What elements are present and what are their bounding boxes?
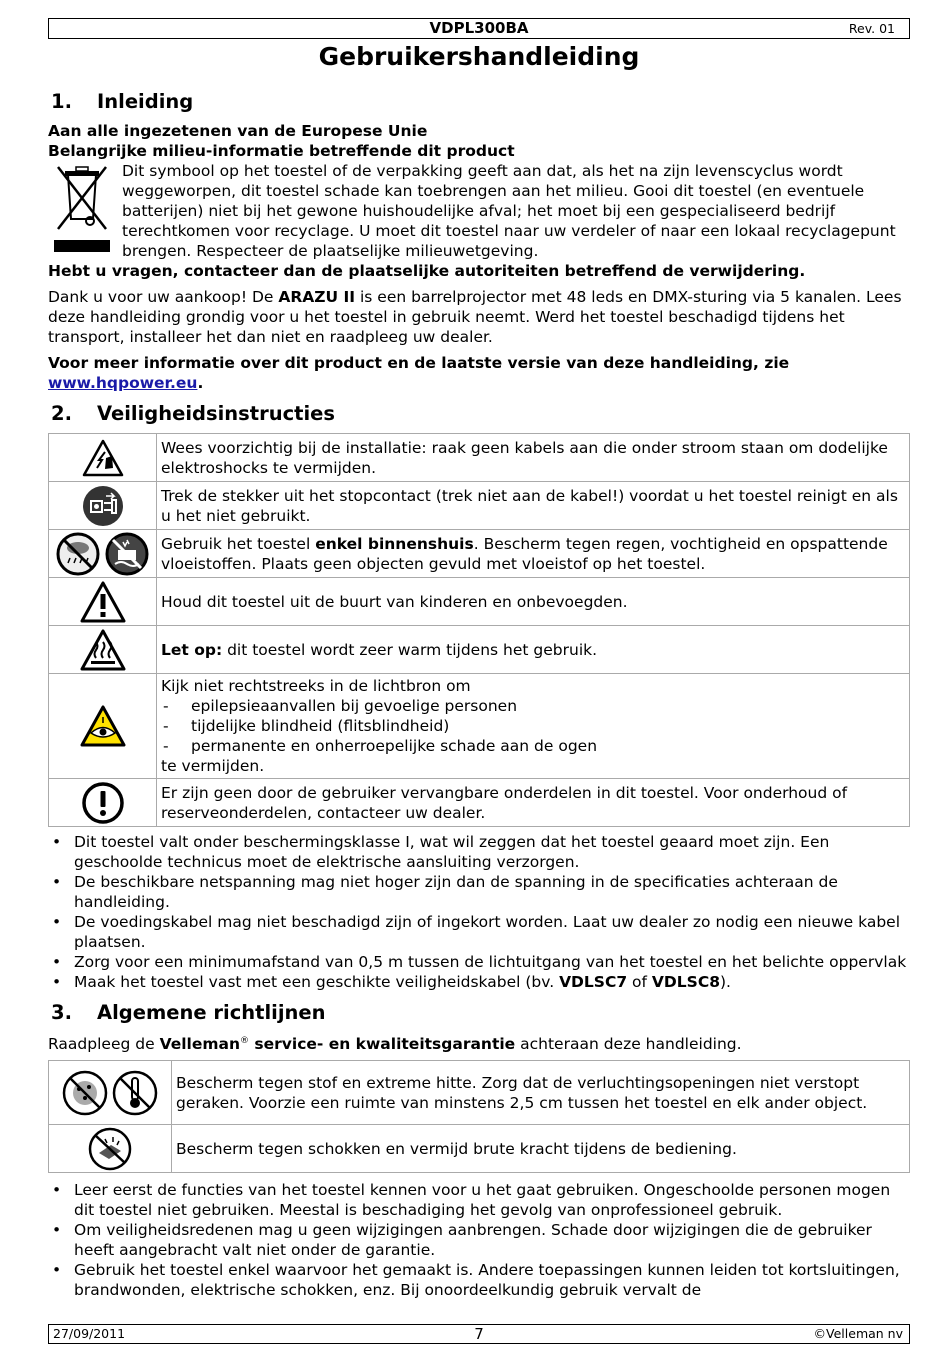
no-shock-icon <box>87 1127 133 1171</box>
safety-text: Wees voorzichtig bij de installatie: raak geen kabels aan die onder stroom staan om dodelijke elektroshocks te vermijden. <box>157 434 910 482</box>
safety-row <box>49 674 910 779</box>
page-number: 7 <box>474 1325 484 1343</box>
list-item: • Gebruik het toestel enkel waarvoor het gemaakt is. Andere toepassingen kunnen leiden tot kortsluitingen, brandwonden, elektrische schokken, enz. Bij onoordeelkundig gebruik vervalt de <box>48 1260 910 1300</box>
warranty-intro: Raadpleeg de Velleman® service- en kwaliteitsgarantie achteraan deze handleiding. <box>48 1035 742 1054</box>
crossed-out-wheelie-bin-icon <box>52 163 112 233</box>
no-rain-icon <box>56 532 100 576</box>
notice-icon <box>81 781 125 825</box>
guideline-row <box>49 1125 910 1173</box>
list-item: • Dit toestel valt onder beschermingsklasse I, wat wil zeggen dat het toestel geaard moet zijn. Een geschoolde technicus moet de elektrische aansluiting verzorgen. <box>48 832 910 872</box>
no-heat-icon <box>112 1070 158 1116</box>
safety-text: Gebruik het toestel enkel binnenshuis. Bescherm tegen regen, vochtigheid en opspattende vloeistoffen. Plaats geen objecten gevuld met vloeistof op het toestel. <box>157 530 910 578</box>
info-paragraph: Voor meer informatie over dit product en de laatste versie van deze handleiding, zie www.hqpower.eu. <box>48 354 790 392</box>
footer-copyright: ©Velleman nv <box>813 1326 903 1341</box>
eu-line-2: Belangrijke milieu-informatie betreffende dit product <box>48 142 515 160</box>
safety-text: Trek de stekker uit het stopcontact (trek niet aan de kabel!) voordat u het toestel reinigt en als u het niet gebruikt. <box>157 482 910 530</box>
model-number: VDPL300BA <box>429 19 529 37</box>
questions-line: Hebt u vragen, contacteer dan de plaatselijke autoriteiten betreffend de verwijdering. <box>48 262 806 280</box>
website-link[interactable]: www.hqpower.eu <box>48 374 198 392</box>
manual-page <box>48 18 910 1343</box>
general-warning-icon <box>79 580 127 624</box>
list-item: • De voedingskabel mag niet beschadigd zijn of ingekort worden. Laat uw dealer zo nodig een nieuwe kabel plaatsen. <box>48 912 910 952</box>
no-dust-icon <box>62 1070 108 1116</box>
footer-date: 27/09/2011 <box>53 1326 126 1341</box>
safety-row <box>49 530 910 578</box>
section-2-heading: 2. Veiligheidsinstructies <box>51 402 336 425</box>
safety-table <box>48 433 910 827</box>
page-footer <box>48 1324 910 1344</box>
safety-text: Er zijn geen door de gebruiker vervangbare onderdelen in dit toestel. Voor onderhoud of reserveonderdelen, contacteer uw dealer. <box>157 779 910 827</box>
no-liquid-icon <box>105 532 149 576</box>
list-item: • De beschikbare netspanning mag niet hoger zijn dan de spanning in de specificaties achteraan de handleiding. <box>48 872 910 912</box>
eye-hazard-icon <box>79 704 127 748</box>
guideline-bullets <box>48 1180 910 1300</box>
environment-info <box>48 161 910 261</box>
list-item: • Om veiligheidsredenen mag u geen wijzigingen aanbrengen. Schade door wijzigingen die de gebruiker heeft aangebracht valt niet onder de garantie. <box>48 1220 910 1260</box>
weee-bar <box>54 240 110 252</box>
electric-shock-warning-icon <box>81 438 125 478</box>
safety-text: Houd dit toestel uit de buurt van kinderen en onbevoegden. <box>157 578 910 626</box>
guideline-text: Bescherm tegen schokken en vermijd brute kracht tijdens de bediening. <box>172 1125 910 1173</box>
guideline-row <box>49 1061 910 1125</box>
safety-row <box>49 779 910 827</box>
hot-surface-icon <box>79 628 127 672</box>
list-item: - epilepsieaanvallen bij gevoelige personen <box>161 696 905 716</box>
guidelines-table <box>48 1060 910 1173</box>
product-name: ARAZU II <box>278 288 356 306</box>
list-item: • Zorg voor een minimumafstand van 0,5 m tussen de lichtuitgang van het toestel en het belichte oppervlak <box>48 952 910 972</box>
eu-line-1: Aan alle ingezetenen van de Europese Unie <box>48 122 428 140</box>
list-item: • Leer eerst de functies van het toestel kennen voor u het gaat gebruiken. Ongeschoolde personen mogen dit toestel niet gebruiken. Meestal is beschadiging het gevolg van onprofessioneel gebruik. <box>48 1180 910 1220</box>
safety-row <box>49 626 910 674</box>
section-1-heading: 1. Inleiding <box>51 90 194 113</box>
list-item: - tijdelijke blindheid (flitsblindheid) <box>161 716 905 736</box>
safety-row <box>49 578 910 626</box>
list-item: - permanente en onherroepelijke schade aan de ogen <box>161 736 905 756</box>
section-3-heading: 3. Algemene richtlijnen <box>51 1001 326 1024</box>
environment-text: Dit symbool op het toestel of de verpakking geeft aan dat, als het na zijn levenscyclus wordt weggeworpen, dit toestel schade kan toebrengen aan het milieu. Gooi dit toestel (en eventuele batterijen) niet bij het gewone huishoudelijke afval; het moet bij een gespecialiseerd bedrijf terechtkomen voor recyclage. U moet dit toestel naar uw verdeler of naar een lokaal recyclagepunt brengen. Respecteer de plaatselijke milieuwetgeving. <box>122 162 896 260</box>
safety-row <box>49 434 910 482</box>
revision: Rev. 01 <box>848 21 895 36</box>
eye-warning-cell: Kijk niet rechtstreeks in de lichtbron om - epilepsieaanvallen bij gevoelige personen - tijdelijke blindheid (flitsblindheid) - permanente en onherroepelijke schade aan de ogen te vermijden. <box>157 674 910 779</box>
list-item: • Maak het toestel vast met een geschikte veiligheidskabel (bv. VDLSC7 of VDLSC8). <box>48 972 910 992</box>
guideline-text: Bescherm tegen stof en extreme hitte. Zorg dat de verluchtingsopeningen niet verstopt geraken. Voorzie een ruimte van minstens 2,5 cm tussen het toestel en elk ander object. <box>172 1061 910 1125</box>
page-header <box>48 18 910 39</box>
safety-row <box>49 482 910 530</box>
page-title: Gebruikershandleiding <box>318 42 640 71</box>
eye-hazard-list <box>161 696 905 756</box>
safety-text: Let op: dit toestel wordt zeer warm tijdens het gebruik. <box>157 626 910 674</box>
thanks-paragraph: Dank u voor uw aankoop! De ARAZU II is een barrelprojector met 48 leds en DMX-sturing via 5 kanalen. Lees deze handleiding grondig voor u het toestel in gebruik neemt. Werd het toestel beschadigd tijdens het transport, installeer het dan niet en raadpleeg uw dealer. <box>48 288 902 346</box>
unplug-icon <box>82 485 124 527</box>
safety-bullets <box>48 832 910 992</box>
